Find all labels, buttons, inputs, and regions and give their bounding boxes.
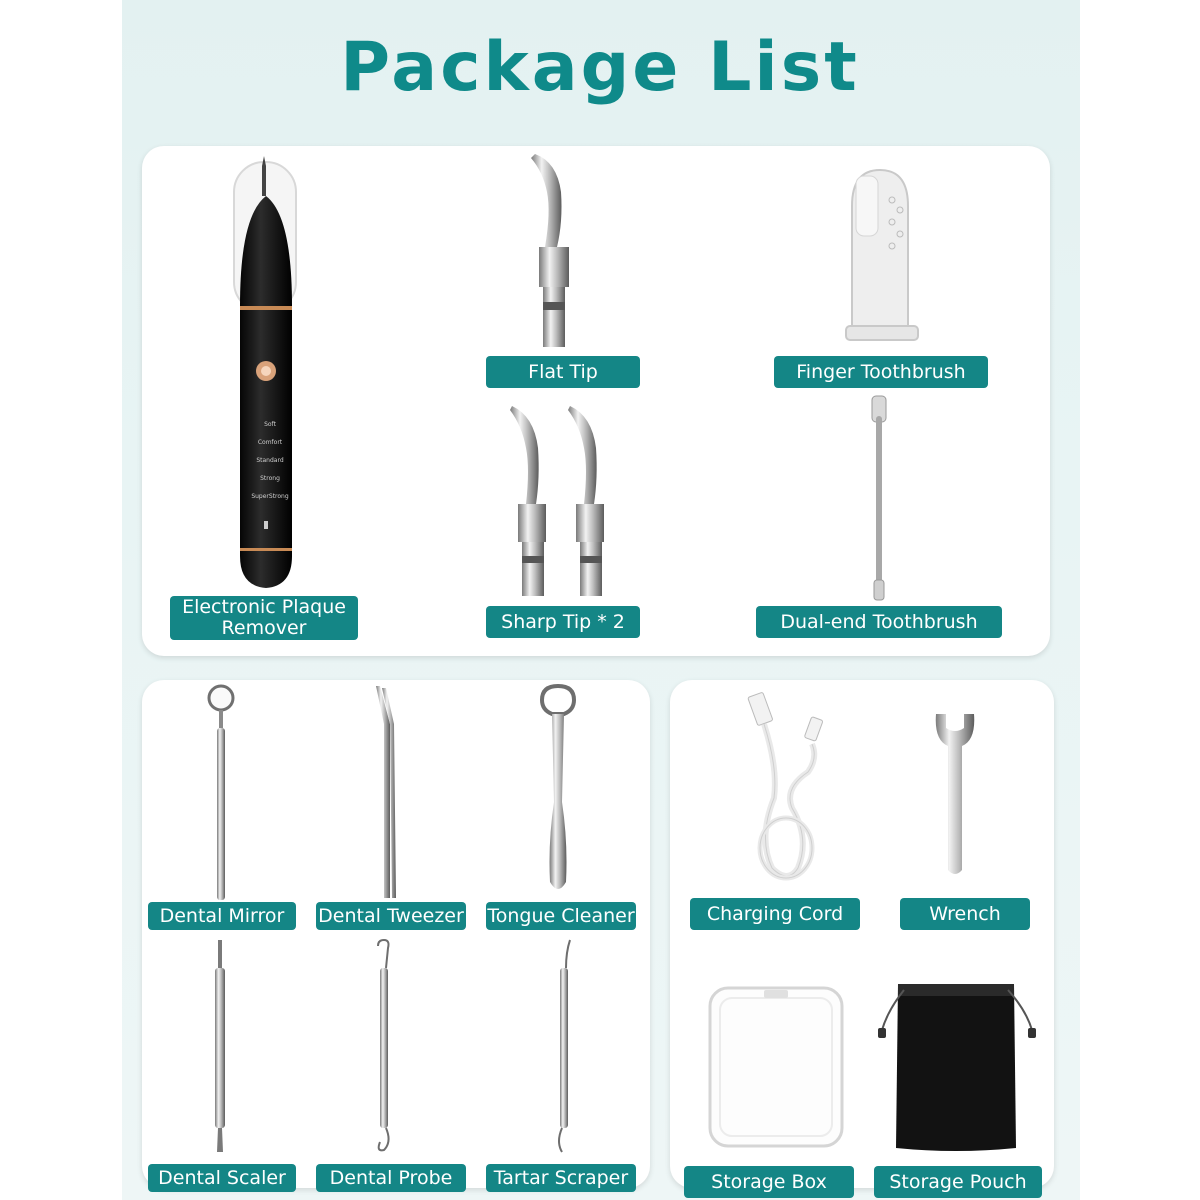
label-dental-mirror: Dental Mirror — [148, 902, 296, 930]
charging-cord-icon — [738, 688, 848, 888]
mode-standard: Standard — [256, 457, 284, 464]
label-tongue-cleaner: Tongue Cleaner — [486, 902, 636, 930]
finger-toothbrush-icon — [842, 166, 922, 346]
label-dental-probe: Dental Probe — [316, 1164, 466, 1192]
right-margin — [1080, 0, 1200, 1200]
dental-mirror-icon — [206, 684, 236, 902]
mode-comfort: Comfort — [257, 439, 283, 446]
dual-end-toothbrush-icon — [864, 396, 894, 604]
tongue-cleaner-icon — [536, 682, 580, 900]
dental-scaler-icon — [208, 938, 232, 1156]
label-wrench: Wrench — [900, 898, 1030, 930]
label-plaque-remover: Electronic Plaque Remover — [170, 596, 358, 640]
label-tartar-scraper: Tartar Scraper — [486, 1164, 636, 1192]
label-storage-box: Storage Box — [684, 1166, 854, 1198]
storage-box-icon — [706, 984, 846, 1150]
page-title: Package List — [340, 28, 860, 107]
device-modes — [246, 416, 294, 506]
label-storage-pouch: Storage Pouch — [874, 1166, 1042, 1198]
label-finger-toothbrush: Finger Toothbrush — [774, 356, 988, 388]
bottom-right-panel — [670, 680, 1054, 1193]
sharp-tip-icon — [508, 404, 628, 600]
left-margin — [0, 0, 122, 1200]
top-panel — [142, 146, 1050, 656]
label-dual-end-toothbrush: Dual-end Toothbrush — [756, 606, 1002, 638]
mode-soft: Soft — [264, 421, 276, 428]
wrench-icon — [932, 710, 978, 880]
storage-pouch-icon — [868, 970, 1044, 1160]
dental-tweezer-icon — [370, 684, 400, 902]
label-dental-tweezer: Dental Tweezer — [316, 902, 466, 930]
bottom-left-panel — [142, 680, 650, 1188]
plaque-remover-icon — [232, 156, 302, 596]
label-charging-cord: Charging Cord — [690, 898, 860, 930]
label-flat-tip: Flat Tip — [486, 356, 640, 388]
dental-probe-icon — [370, 938, 398, 1156]
mode-strong: Strong — [260, 475, 280, 482]
label-sharp-tip: Sharp Tip * 2 — [486, 606, 640, 638]
tartar-scraper-icon — [550, 938, 578, 1156]
flat-tip-icon — [527, 152, 577, 352]
mode-superstrong: SuperStrong — [251, 493, 289, 500]
label-dental-scaler: Dental Scaler — [148, 1164, 296, 1192]
